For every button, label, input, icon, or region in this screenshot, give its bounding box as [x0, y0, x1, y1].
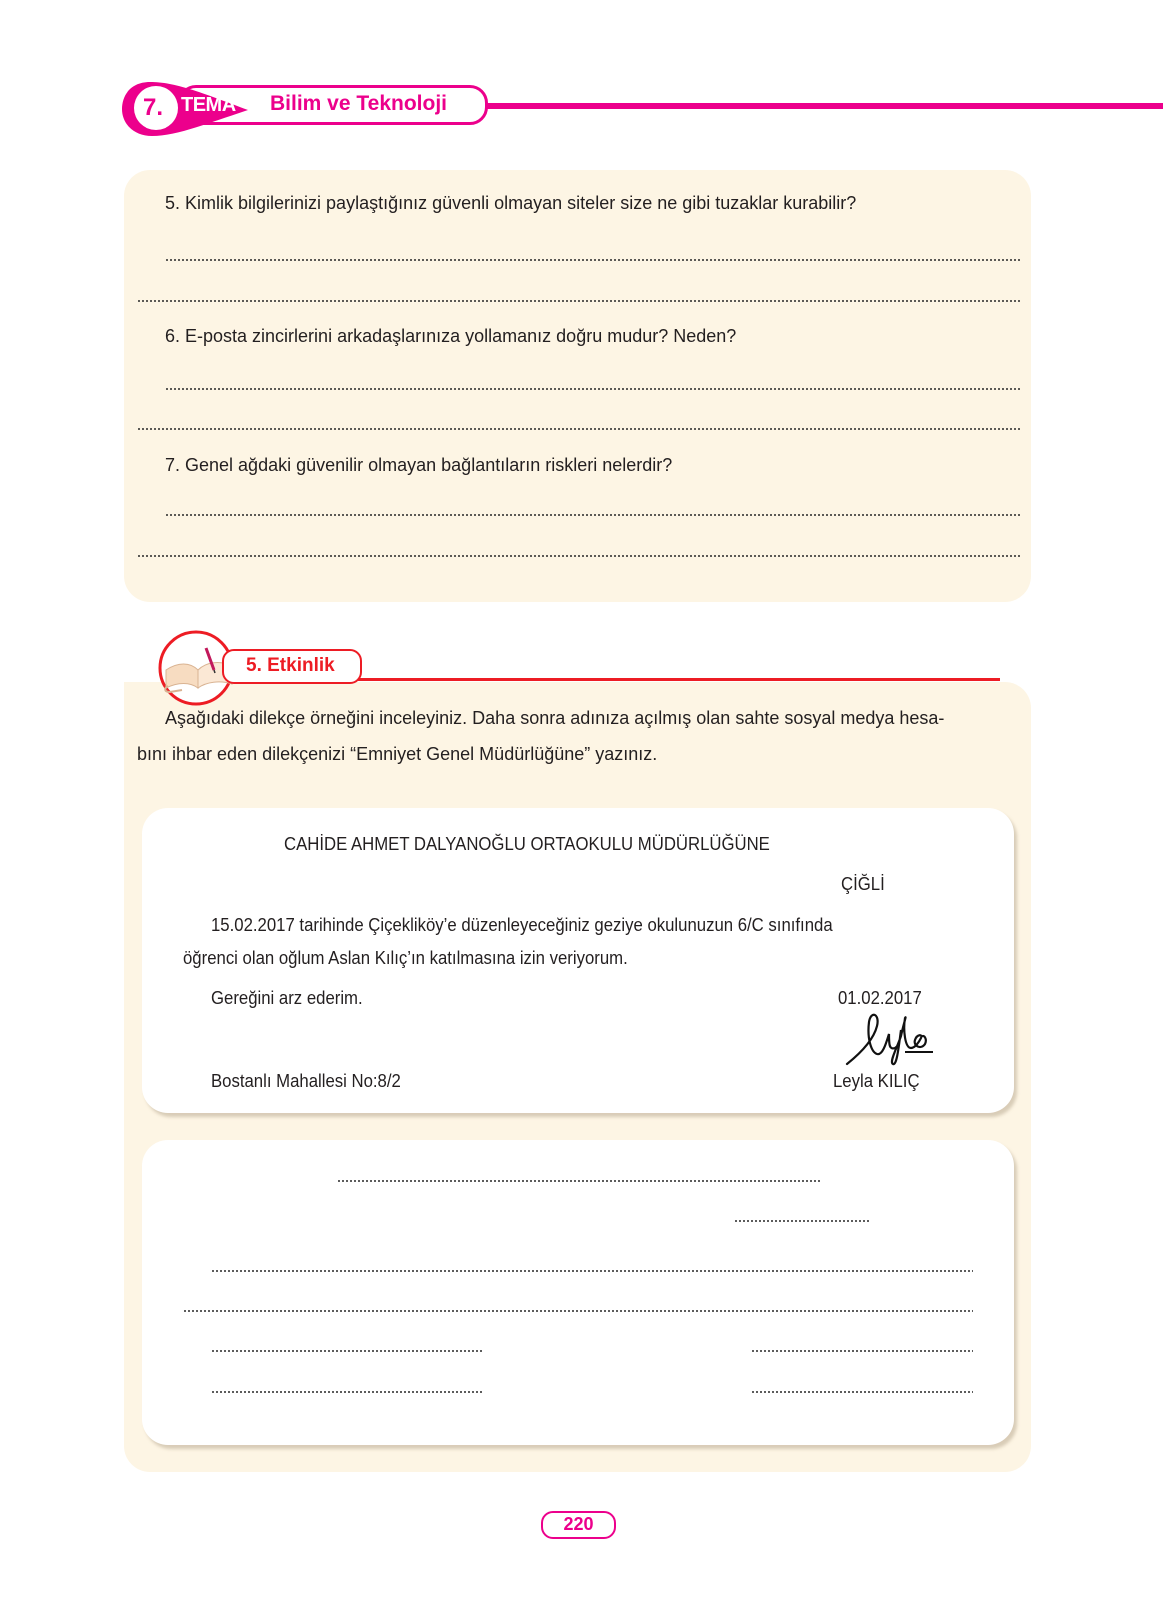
- activity-instructions: [137, 700, 1022, 736]
- instructions-line-2: bını ihbar eden dilekçenizi “Emniyet Genel Müdürlüğüne” yazınız.: [137, 744, 658, 764]
- activity-title: 5. Etkinlik: [246, 655, 335, 676]
- question-5: 5. Kimlik bilgilerinizi paylaştığınız güvenli olmayan siteler size ne gibi tuzaklar kurabilir?: [165, 193, 857, 213]
- answer-line[interactable]: [165, 259, 1022, 261]
- petition-district: ÇİĞLİ: [841, 874, 885, 894]
- answer-line[interactable]: [137, 300, 1022, 302]
- blank-district-line[interactable]: [734, 1220, 871, 1222]
- petition-addressee: CAHİDE AHMET DALYANOĞLU ORTAOKULU MÜDÜRLÜĞÜNE: [284, 834, 770, 854]
- theme-number: 7.: [143, 94, 164, 121]
- petition-body-line-1: 15.02.2017 tarihinde Çiçekliköy’e düzenleyeceğiniz geziye okulunuzun 6/C sınıfında: [211, 915, 833, 935]
- question-7: 7. Genel ağdaki güvenilir olmayan bağlantıların riskleri nelerdir?: [165, 455, 673, 475]
- theme-title: Bilim ve Teknoloji: [270, 92, 447, 115]
- blank-addressee-line[interactable]: [337, 1180, 822, 1182]
- answer-line[interactable]: [137, 555, 1022, 557]
- theme-word: TEMA: [181, 94, 236, 116]
- blank-address-line[interactable]: [211, 1391, 483, 1393]
- answer-line[interactable]: [165, 388, 1022, 390]
- activity-instructions-cont: [137, 736, 1022, 772]
- questions-panel: [124, 170, 1031, 602]
- answer-line[interactable]: [165, 514, 1022, 516]
- petition-closing: Gereğini arz ederim.: [211, 988, 363, 1008]
- answer-line[interactable]: [137, 428, 1022, 430]
- question-6: 6. E-posta zincirlerini arkadaşlarınıza yollamanız doğru mudur? Neden?: [165, 326, 737, 346]
- blank-petition-card: [142, 1140, 1014, 1445]
- blank-closing-line[interactable]: [211, 1350, 483, 1352]
- blank-date-line[interactable]: [751, 1350, 973, 1352]
- blank-body-line[interactable]: [183, 1310, 973, 1312]
- activity-header-rule: [345, 678, 1000, 681]
- blank-body-line[interactable]: [211, 1270, 973, 1272]
- theme-header-rule: [470, 103, 1163, 109]
- petition-address: Bostanlı Mahallesi No:8/2: [211, 1071, 401, 1091]
- instructions-line-1: Aşağıdaki dilekçe örneğini inceleyiniz. Daha sonra adınıza açılmış olan sahte sosyal medya hesa-: [165, 708, 945, 728]
- signature-icon: [843, 1008, 935, 1068]
- petition-date: 01.02.2017: [838, 988, 922, 1008]
- blank-signer-line[interactable]: [751, 1391, 973, 1393]
- petition-body-line-2: öğrenci olan oğlum Aslan Kılıç’ın katılmasına izin veriyorum.: [183, 948, 628, 968]
- petition-signer: Leyla KILIÇ: [833, 1071, 920, 1091]
- page-number: 220: [541, 1511, 616, 1539]
